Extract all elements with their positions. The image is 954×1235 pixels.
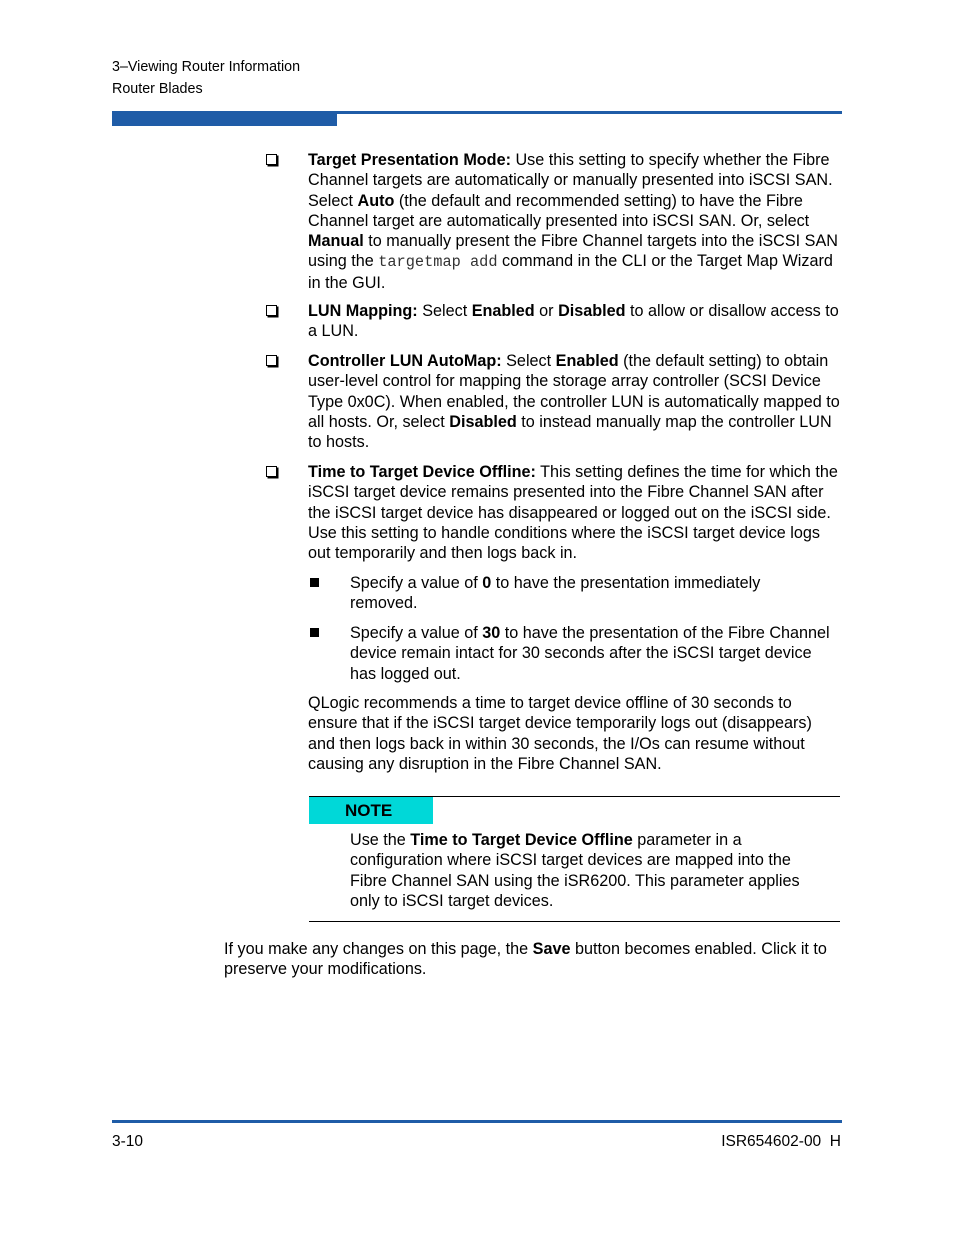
item-term: Target Presentation Mode: [308, 151, 511, 169]
subitem-bold: 30 [482, 624, 501, 642]
item-text: (the default setting) to obtain user-level control for mapping the storage array controller (SCSI Device Type 0x0C). When enabled, the controller LUN is automatically mapped to all hosts. Or, select [308, 352, 840, 431]
item-bold: Enabled [471, 302, 535, 320]
square-bullet-icon [310, 628, 319, 637]
note-text: Use the [350, 831, 411, 849]
square-bullet-icon [310, 578, 319, 587]
cli-command: targetmap add [378, 253, 498, 272]
item-text: Select [501, 352, 556, 370]
item-time-to-target-device-offline [308, 462, 843, 563]
item-text: Select [417, 302, 472, 320]
subitem-text: Specify a value of [350, 624, 483, 642]
closing-paragraph [224, 939, 842, 980]
note-text: parameter in a configuration where iSCSI target devices are mapped into the Fibre Channel SAN using the iSR6200. This parameter applies only to iSCSI target devices. [350, 831, 800, 910]
item-text: Use this setting to specify whether the Fibre Channel targets are automatically or manually presented into iSCSI SAN. Select [308, 151, 833, 210]
note-bold: Time to Target Device Offline [410, 831, 633, 849]
item-controller-lun-automap [308, 351, 843, 452]
document-id: ISR654602-00 H [721, 1133, 841, 1150]
item-bold: Disabled [558, 302, 626, 320]
header-section: Router Blades [112, 81, 203, 97]
checkbox-bullet-icon [266, 355, 277, 366]
subitem-value-30 [350, 623, 830, 684]
subitem-text: to have the presentation of the Fibre Channel device remain intact for 30 seconds after the iSCSI target device has logged out. [350, 624, 830, 683]
closing-text: button becomes enabled. Click it to preserve your modifications. [224, 940, 827, 979]
item-bold: Manual [308, 232, 364, 251]
item-text: to instead manually map the controller LUN to hosts. [308, 412, 832, 452]
note-body [350, 830, 830, 911]
item-text: This setting defines the time for which the iSCSI target device remains presented into the Fibre Channel SAN after the iSCSI target device has disappeared or logged out on the iSCSI side. Use this setting to handle conditions where the iSCSI target device logs out temporarily and then logs back in. [308, 463, 838, 563]
header-chapter: 3–Viewing Router Information [112, 59, 301, 75]
item-target-presentation-mode [308, 150, 843, 293]
page-number: 3-10 [112, 1133, 144, 1150]
item-text: command in the CLI or the Target Map Wizard in the GUI. [308, 252, 833, 292]
item-text: to allow or disallow access to a LUN. [308, 302, 839, 341]
item-bold: Auto [357, 191, 395, 210]
item-lun-mapping [308, 301, 843, 342]
recommendation-paragraph: QLogic recommends a time to target device offline of 30 seconds to ensure that if the iSCSI target device temporarily logs out (disappears) and then logs back in within 30 seconds, the I/Os can resume without causing any disruption in the Fibre Channel SAN. [308, 694, 812, 773]
checkbox-bullet-icon [266, 305, 277, 316]
item-term: Controller LUN AutoMap: [308, 352, 502, 370]
item-text: or [534, 302, 559, 320]
subitem-text: to have the presentation immediately removed. [350, 574, 761, 613]
subitem-text: Specify a value of [350, 574, 483, 592]
checkbox-bullet-icon [266, 154, 277, 165]
note-bottom-rule [309, 921, 840, 922]
save-keyword: Save [532, 940, 571, 958]
header-rule-tab [112, 111, 337, 126]
item-bold: Enabled [555, 352, 619, 370]
closing-text: If you make any changes on this page, the [224, 940, 533, 958]
item-term: LUN Mapping: [308, 302, 418, 320]
item-text: (the default and recommended setting) to have the Fibre Channel target are automatically presented into iSCSI SAN. Or, select [308, 191, 810, 230]
checkbox-bullet-icon [266, 466, 277, 477]
item-text: to manually present the Fibre Channel targets into the iSCSI SAN using the [308, 232, 838, 271]
footer-rule [112, 1120, 842, 1123]
item-term: Time to Target Device Offline: [308, 463, 536, 481]
item-bold: Disabled [449, 412, 517, 431]
subitem-bold: 0 [482, 574, 492, 592]
note-label: NOTE [309, 797, 433, 824]
subitem-value-0 [350, 573, 830, 614]
